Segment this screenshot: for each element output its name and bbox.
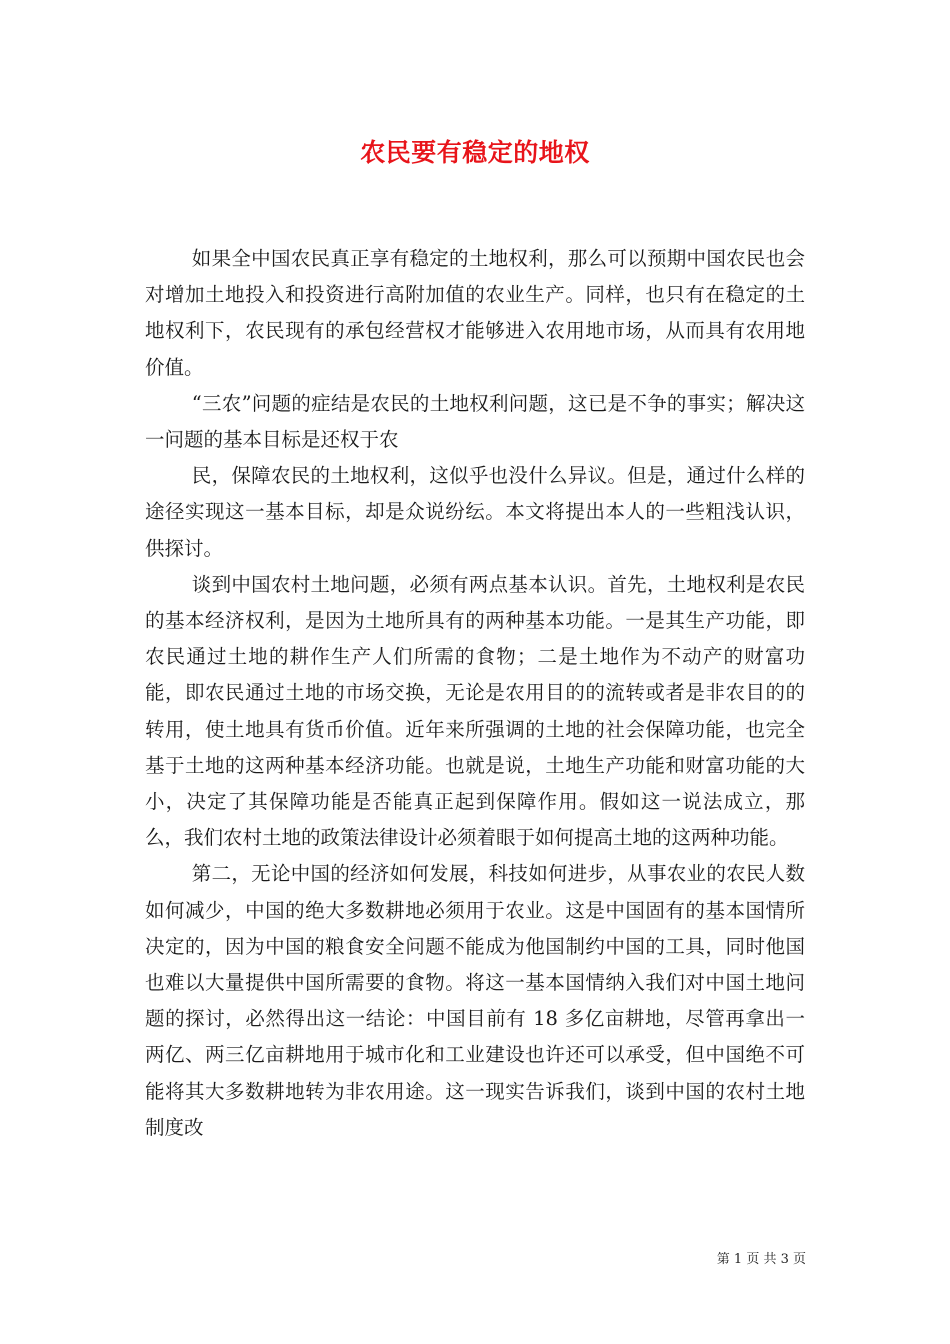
- paragraph: 谈到中国农村土地问题，必须有两点基本认识。首先，土地权利是农民的基本经济权利，是因为土地所具有的两种基本功能。一是其生产功能，即农民通过土地的耕作生产人们所需的食物；二是土地作为不动产的财富功能，即农民通过土地的市场交换，无论是农用目的的流转或者是非农目的的转用，使土地具有货币价值。近年来所强调的土地的社会保障功能，也完全基于土地的这两种基本经济功能。也就是说，土地生产功能和财富功能的大小，决定了其保障功能是否能真正起到保障作用。假如这一说法成立，那么，我们农村土地的政策法律设计必须着眼于如何提高土地的这两种功能。: [145, 572, 805, 850]
- paragraph: 第二，无论中国的经济如何发展，科技如何进步，从事农业的农民人数如何减少，中国的绝大多数耕地必须用于农业。这是中国固有的基本国情所决定的，因为中国的粮食安全问题不能成为他国制约中国的工具，同时他国也难以大量提供中国所需要的食物。将这一基本国情纳入我们对中国土地问题的探讨，必然得出这一结论：中国目前有 18 多亿亩耕地，尽管再拿出一两亿、两三亿亩耕地用于城市化和工业建设也许还可以承受，但中国绝不可能将其大多数耕地转为非农用途。这一现实告诉我们，谈到中国的农村土地制度改: [145, 862, 805, 1139]
- page-number-footer: 第 1 页 共 3 页: [716, 1252, 806, 1267]
- paragraph: 如果全中国农民真正享有稳定的土地权利，那么可以预期中国农民也会对增加土地投入和投资进行高附加值的农业生产。同样，也只有在稳定的土地权利下，农民现有的承包经营权才能够进入农用地市场，从而具有农用地价值。: [145, 247, 805, 379]
- document-title: 农民要有稳定的地权: [360, 138, 590, 167]
- paragraph: 民，保障农民的土地权利，这似乎也没什么异议。但是，通过什么样的途径实现这一基本目标，却是众说纷纭。本文将提出本人的一些粗浅认识，供探讨。: [145, 464, 805, 560]
- document-body: [145, 241, 805, 1146]
- paragraph: “三农”问题的症结是农民的土地权利问题，这已是不争的事实；解决这一问题的基本目标是还权于农: [145, 391, 805, 452]
